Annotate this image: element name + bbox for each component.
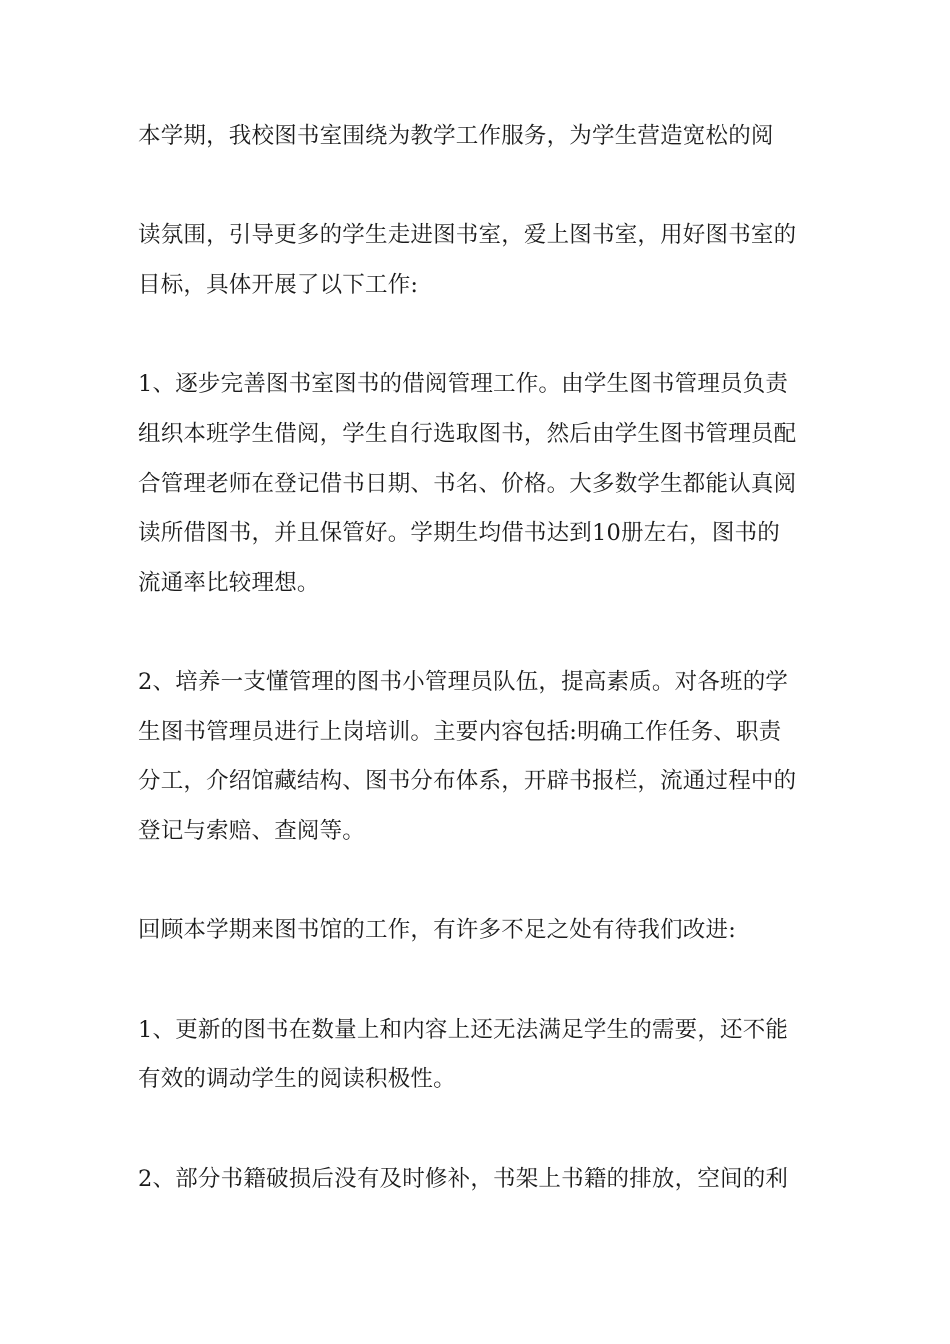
text-line: 回顾本学期来图书馆的工作，有许多不足之处有待我们改进: (138, 917, 736, 943)
text-line: 1、逐步完善图书室图书的借阅管理工作。由学生图书管理员负责 (138, 371, 789, 397)
text-line: 2、培养一支懂管理的图书小管理员队伍，提高素质。对各班的学 (138, 669, 789, 695)
text-line: 有效的调动学生的阅读积极性。 (138, 1066, 456, 1092)
text-line: 1、更新的图书在数量上和内容上还无法满足学生的需要，还不能 (138, 1017, 789, 1043)
text-line: 2、部分书籍破损后没有及时修补，书架上书籍的排放，空间的利 (138, 1166, 789, 1192)
text-line: 目标，具体开展了以下工作: (138, 272, 419, 298)
text-line: 读所借图书，并且保管好。学期生均借书达到10册左右，图书的 (138, 520, 780, 546)
text-line: 流通率比较理想。 (138, 570, 320, 596)
text-line: 登记与索赔、查阅等。 (138, 818, 366, 844)
text-line: 分工，介绍馆藏结构、图书分布体系，开辟书报栏，流通过程中的 (138, 768, 797, 794)
text-line: 本学期，我校图书室围绕为教学工作服务，为学生营造宽松的阅 (138, 123, 774, 149)
text-line: 生图书管理员进行上岗培训。主要内容包括:明确工作任务、职责 (138, 719, 782, 745)
text-line: 组织本班学生借阅，学生自行选取图书，然后由学生图书管理员配 (138, 421, 797, 447)
text-line: 合管理老师在登记借书日期、书名、价格。大多数学生都能认真阅 (138, 471, 797, 497)
text-line: 读氛围，引导更多的学生走进图书室，爱上图书室，用好图书室的 (138, 222, 797, 248)
